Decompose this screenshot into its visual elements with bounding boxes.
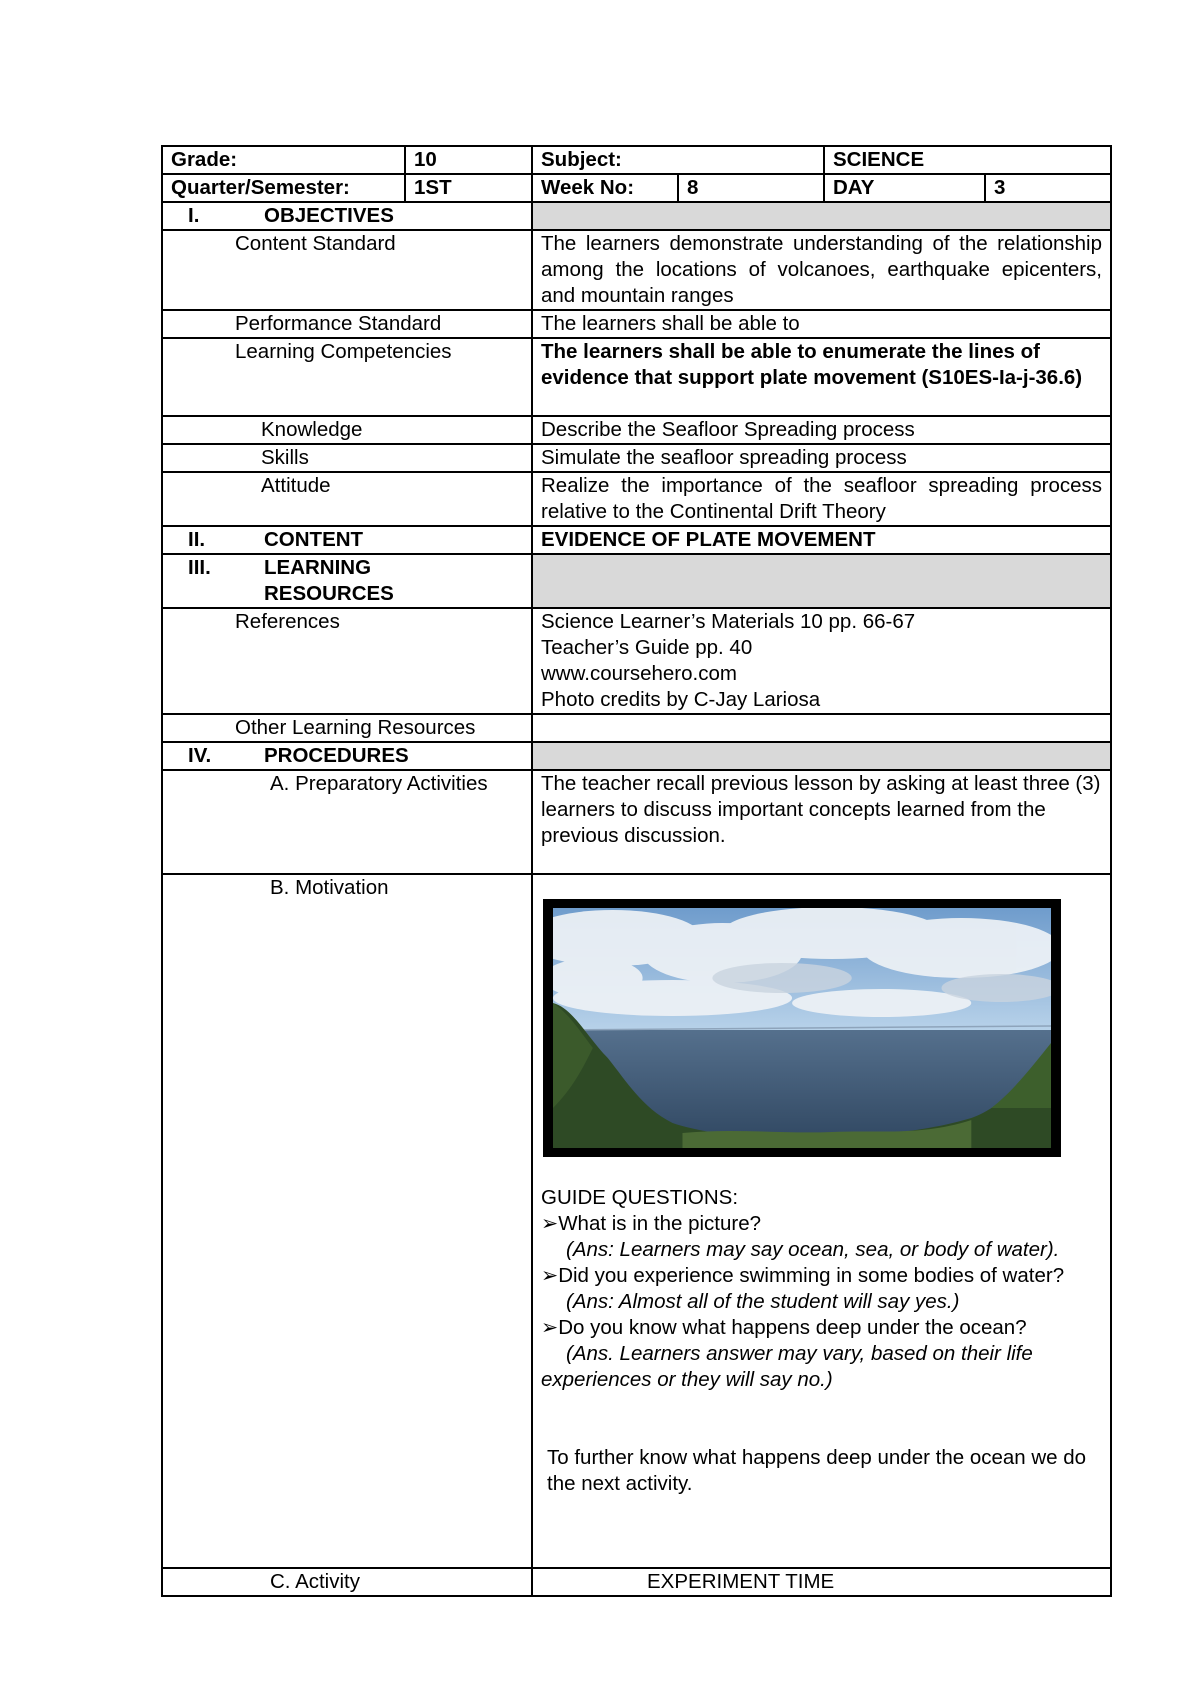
objectives-title: OBJECTIVES [264, 204, 394, 227]
content-standard-text: The learners demonstrate understanding of the relationship among the locations of volcanoes, earthquake epicenters, and mountain ranges [532, 230, 1111, 310]
quarter-value: 1ST [405, 174, 532, 202]
resources-title-line2: RESOURCES [264, 582, 394, 605]
reference-item: www.coursehero.com [541, 662, 737, 685]
knowledge-text: Describe the Seafloor Spreading process [532, 416, 1111, 444]
answer-3: (Ans. Learners answer may vary, based on their life experiences or they will say no.) [541, 1342, 1033, 1391]
objectives-num: I. [188, 204, 200, 227]
procedures-shaded-cell [532, 742, 1111, 770]
reference-item: Teacher’s Guide pp. 40 [541, 636, 753, 659]
references-label: References [162, 608, 532, 714]
arrow-bullet-icon: ➢ [541, 1212, 559, 1235]
resources-num: III. [188, 556, 211, 579]
seascape-image [553, 908, 1051, 1148]
arrow-bullet-icon: ➢ [541, 1264, 559, 1287]
guide-title: GUIDE QUESTIONS: [541, 1186, 739, 1209]
motivation-label: B. Motivation [162, 874, 532, 1568]
answer-1: (Ans: Learners may say ocean, sea, or body of water). [566, 1238, 1060, 1261]
reference-item: Photo credits by C-Jay Lariosa [541, 688, 821, 711]
attitude-text: Realize the importance of the seafloor spreading process relative to the Continental Drift Theory [532, 472, 1111, 526]
closing-text: To further know what happens deep under the ocean we do the next activity. [547, 1446, 1087, 1495]
motivation-content [532, 874, 1111, 1568]
week-value: 8 [678, 174, 824, 202]
objectives-heading [162, 202, 532, 230]
skills-text: Simulate the seafloor spreading process [532, 444, 1111, 472]
guide-question-1 [541, 1211, 1102, 1237]
procedures-num: IV. [188, 744, 212, 767]
reference-item: Science Learner’s Materials 10 pp. 66-67 [541, 610, 916, 633]
content-num: II. [188, 528, 206, 551]
question-text: What is in the picture? [558, 1212, 762, 1235]
procedures-title: PROCEDURES [264, 744, 409, 767]
resources-title [264, 555, 394, 607]
answer-2: (Ans: Almost all of the student will say yes.) [566, 1290, 960, 1313]
week-label: Week No: [532, 174, 678, 202]
activity-text: EXPERIMENT TIME [532, 1568, 1111, 1596]
day-label: DAY [824, 174, 985, 202]
performance-standard-text: The learners shall be able to [532, 310, 1111, 338]
question-text: Do you know what happens deep under the ocean? [558, 1316, 1027, 1339]
activity-label: C. Activity [162, 1568, 532, 1596]
grade-value: 10 [405, 146, 532, 174]
arrow-bullet-icon: ➢ [541, 1316, 559, 1339]
seascape-photo [543, 899, 1061, 1157]
question-text: Did you experience swimming in some bodies of water? [558, 1264, 1065, 1287]
procedures-heading [162, 742, 532, 770]
references-list [532, 608, 1111, 714]
guide-question-2 [541, 1263, 1102, 1289]
lesson-plan-table [161, 145, 1112, 1597]
other-resources-label: Other Learning Resources [162, 714, 532, 742]
preparatory-label: A. Preparatory Activities [162, 770, 532, 874]
other-resources-value [532, 714, 1111, 742]
objectives-shaded-cell [532, 202, 1111, 230]
knowledge-label: Knowledge [162, 416, 532, 444]
day-value: 3 [985, 174, 1111, 202]
guide-question-3 [541, 1315, 1102, 1341]
preparatory-text: The teacher recall previous lesson by asking at least three (3) learners to discuss important concepts learned from the previous discussion. [532, 770, 1111, 874]
subject-label: Subject: [532, 146, 824, 174]
attitude-label: Attitude [162, 472, 532, 526]
resources-shaded-cell [532, 554, 1111, 608]
quarter-label: Quarter/Semester: [162, 174, 405, 202]
resources-heading [162, 554, 532, 608]
competencies-label: Learning Competencies [162, 338, 532, 416]
guide-questions [541, 1185, 1102, 1497]
content-title: CONTENT [264, 528, 364, 551]
performance-standard-label: Performance Standard [162, 310, 532, 338]
competencies-text: The learners shall be able to enumerate the lines of evidence that support plate movement (S10ES-Ia-j-36.6) [532, 338, 1111, 416]
grade-label: Grade: [162, 146, 405, 174]
content-standard-label: Content Standard [162, 230, 532, 310]
skills-label: Skills [162, 444, 532, 472]
resources-title-line1: LEARNING [264, 556, 372, 579]
subject-value: SCIENCE [824, 146, 1111, 174]
content-heading [162, 526, 532, 554]
content-text: EVIDENCE OF PLATE MOVEMENT [532, 526, 1111, 554]
